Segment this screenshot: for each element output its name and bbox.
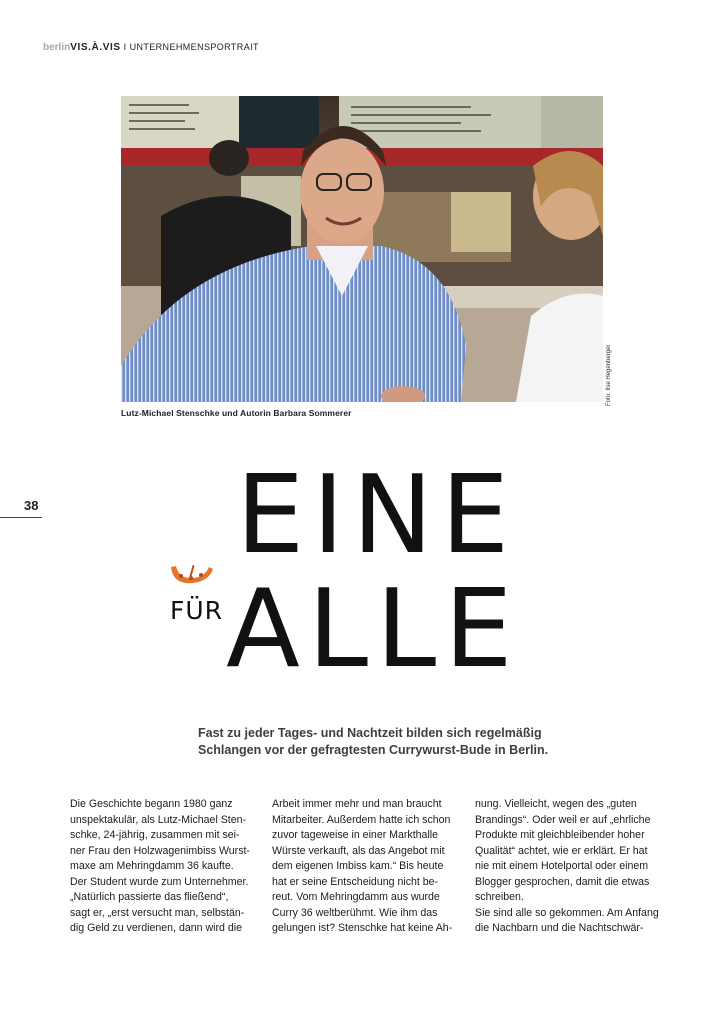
body-column-3 xyxy=(475,797,659,937)
text-line: Brandings“. Oder weil er auf „ehrliche xyxy=(475,813,651,826)
text-line: schke, 24-jährig, zusammen mit sei- xyxy=(70,829,240,841)
brand-berlin: berlin xyxy=(43,42,71,53)
text-line: nie mit einem Hotelportal oder einem xyxy=(475,860,649,872)
text-line: Würste verkauft, als das Angebot mit xyxy=(272,844,445,857)
text-line: Curry 36 weltberühmt. Wie ihm das xyxy=(272,906,438,919)
text-line: hat er seine Entscheidung nicht be- xyxy=(272,875,439,888)
text-line: dig Geld zu verdienen, dann wird die xyxy=(70,922,242,934)
photo-illustration xyxy=(121,96,603,402)
text-line: Der Student wurde zum Unternehmer. xyxy=(70,875,249,888)
lead-paragraph xyxy=(198,725,598,759)
text-line: reut. Vom Mehringdamm aus wurde xyxy=(272,891,440,903)
text-line: unspektakulär, als Lutz-Michael Sten- xyxy=(70,813,247,826)
text-line: gelungen ist? Stenschke hat keine Ah- xyxy=(272,922,453,934)
text-line: die Nachbarn und die Nachtschwär- xyxy=(475,922,644,934)
currywurst-icon xyxy=(167,557,217,591)
body-column-2 xyxy=(272,797,453,937)
text-line: Qualität“ achtet, wie er erklärt. Er hat xyxy=(475,844,648,857)
headline-eine: EINE xyxy=(236,453,518,578)
page-number: 38 xyxy=(24,498,39,513)
section-label: UNTERNEHMENSPORTRAIT xyxy=(129,42,259,52)
text-line: ner Frau den Holzwagenimbiss Wurst- xyxy=(70,844,250,857)
text-line: „Natürlich passierte das fließend“, xyxy=(70,891,229,903)
text-line: Die Geschichte begann 1980 ganz xyxy=(70,798,233,810)
brand-visavis: VIS.À.VIS xyxy=(70,42,121,53)
text-line: nung. Vielleicht, wegen des „guten xyxy=(475,798,637,810)
text-line: Arbeit immer mehr und man braucht xyxy=(272,798,442,810)
portrait-photo xyxy=(121,96,603,402)
text-line: Sie sind alle so gekommen. Am Anfang xyxy=(475,906,659,919)
text-line: sagt er, „erst versucht man, selbstän- xyxy=(70,906,245,919)
running-header xyxy=(43,42,259,53)
text-line: Mitarbeiter. Außerdem hatte ich schon xyxy=(272,813,451,826)
text-line: zuvor tageweise in einer Markthalle xyxy=(272,829,439,841)
page-number-rule xyxy=(0,517,42,518)
body-column-1 xyxy=(70,797,250,937)
lead-line: Schlangen vor der gefragtesten Currywurst-Bude in Berlin. xyxy=(198,743,549,757)
photo-credit: Foto: Ilse Hegenberger xyxy=(606,344,612,406)
text-line: schreiben. xyxy=(475,891,524,903)
lead-line: Fast zu jeder Tages- und Nachtzeit bilden sich regelmäßig xyxy=(198,726,542,740)
headline-fur: FÜR xyxy=(170,596,224,625)
text-line: maxe am Mehringdamm 36 kaufte. xyxy=(70,860,234,872)
header-separator: I xyxy=(123,42,127,52)
headline-alle: ALLE xyxy=(226,567,521,692)
photo-caption: Lutz-Michael Stenschke und Autorin Barbara Sommerer xyxy=(121,408,352,418)
text-line: dem eigenen Imbiss kam.“ Bis heute xyxy=(272,860,444,872)
text-line: Produkte mit gleichbleibender hoher xyxy=(475,829,645,841)
text-line: Blogger gesprochen, damit die etwas xyxy=(475,875,650,888)
